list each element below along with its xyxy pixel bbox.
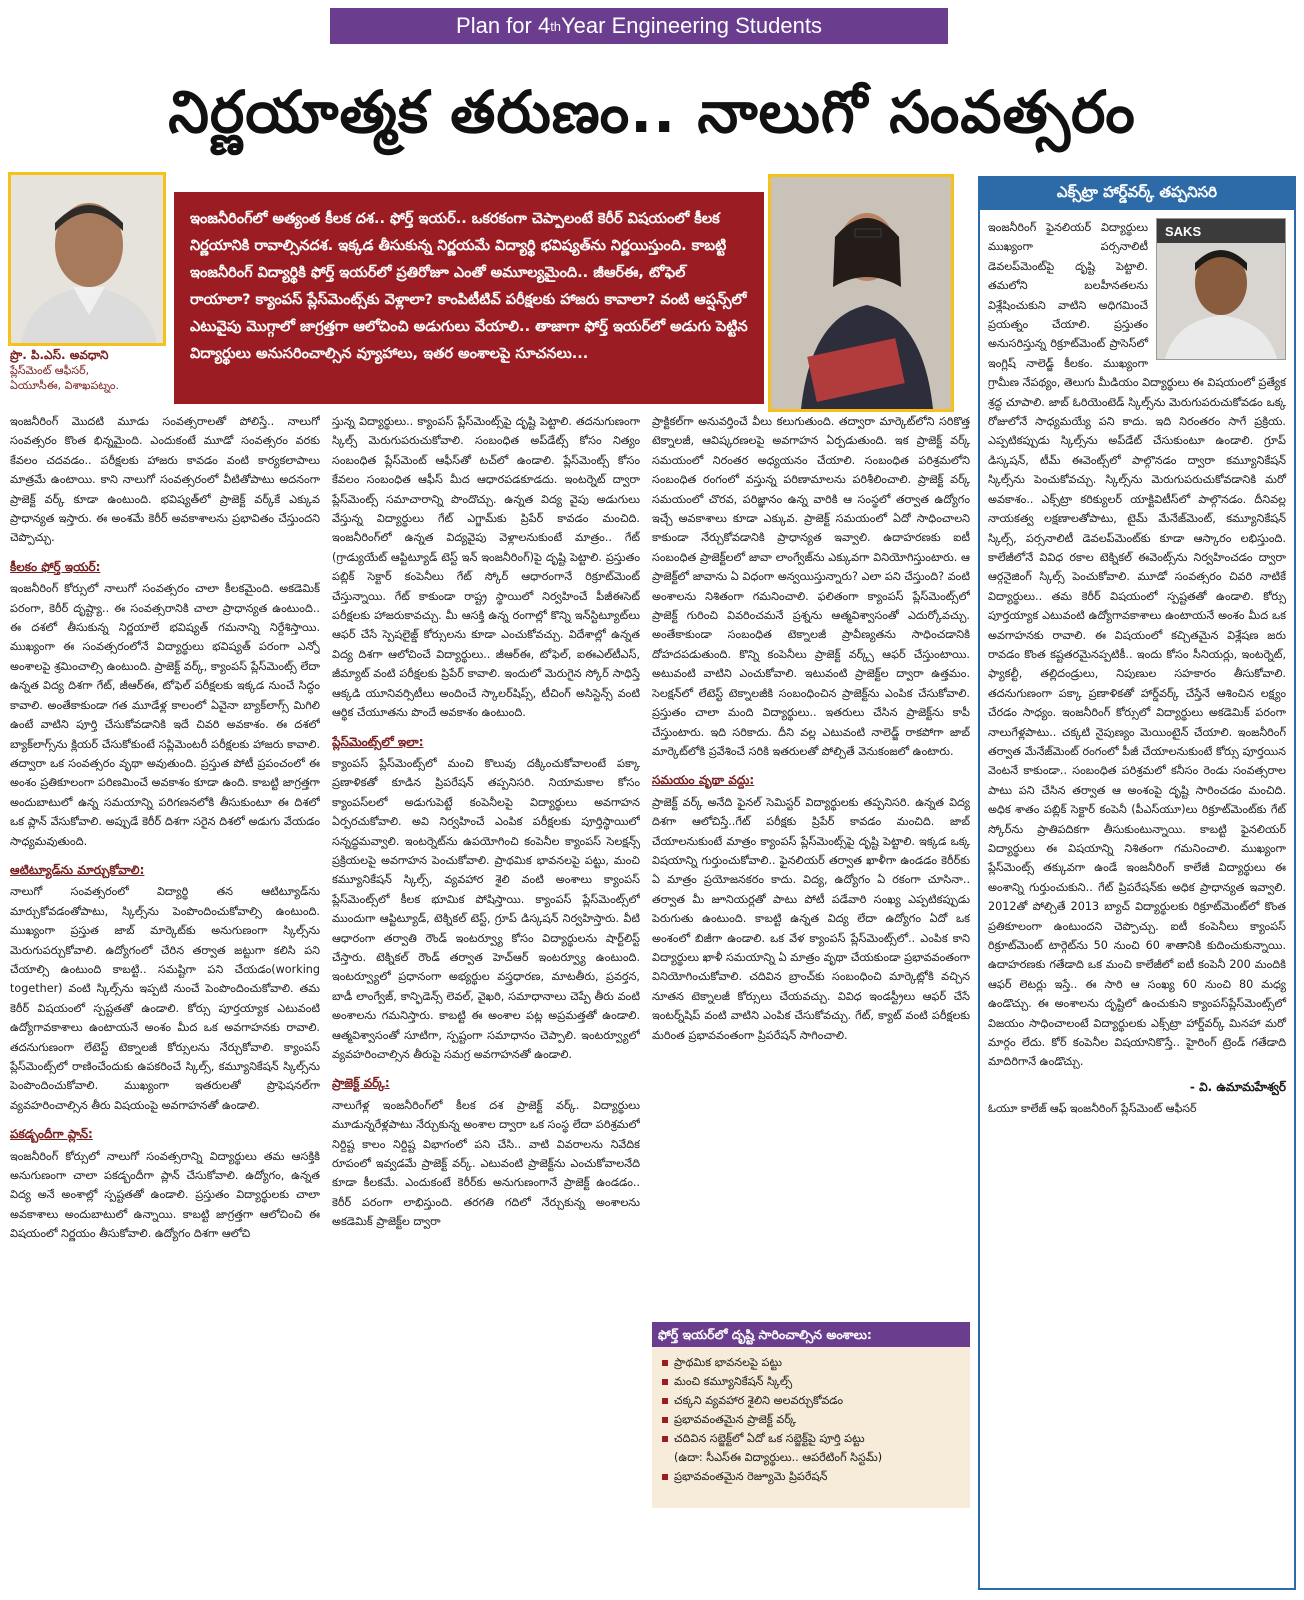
sidebar-text: ఇంజనీరింగ్ ఫైనలియర్ విద్యార్థులు ముఖ్యంగా పర్సనాలిటీ డెవలప్‌మెంట్‌పై దృష్టి పెట్టాలి. తమలోని బలహీనతలను విశ్లేషించుకుని వాటిని అధిగమించే ప్రయత్నం చేయాలి. ప్రస్తుతం అనుసరిస్తున్న రిక్రూట్‌మెంట్ ప్రాసెస్‌లో ఇంగ్లిష్ నాలెడ్జ్ కీలకం. ముఖ్యంగా గ్రామీణ నేపథ్యం, తెలుగు మీడియం విద్యార్థులు ఈ విషయంలో ప్రత్యేక శ్రద్ధ చూపాలి. జాబ్ ఓరియెంటెడ్ స్కిల్స్‌ను మెరుగుపరుచుకోవడం ఒక్క రోజులోనే సాధ్యమయ్యే పని కాదు. ఇది నిరంతరం సాగే ప్రక్రియ. ఎప్పటికప్పుడు స్కిల్స్‌ను అప్‌డేట్ చేసుకుంటూ ఉండాలి. గ్రూప్ డిస్కషన్, టీమ్ ఈవెంట్స్‌లో పాల్గొనడం ద్వారా కమ్యూనికేషన్ స్కిల్స్‌ను పెంచుకోవచ్చు. స్కిల్స్‌ను మెరుగుపరుచుకోవడానికి మరో అవకాశం.. ఎక్స్‌ట్రా కరిక్యులర్ యాక్టివిటీస్‌లో పాల్గొనడం. దీనివల్ల నాయకత్వ లక్షణాలతోపాటు, టైమ్ మేనేజ్‌మెంట్, కమ్యూనికేషన్ స్కిల్స్, పర్సనాలిటీ డెవలప్‌మెంట్‌కు కూడా ఆస్కారం లభిస్తుంది. కాలేజీలోనే వివిధ రకాల టెక్నికల్ ఈవెంట్స్‌ను నిర్వహించడం ద్వారా ఆర్గనైజింగ్ స్కిల్స్ పెంచుకోవాలి. మూడో సంవత్సరం చివరి నాటికే విద్యార్థులు.. తమ కెరీర్ విషయంలో స్పష్టతతో ఉండాలి. కోర్సు పూర్తయ్యాక ఎటువంటి ఉద్యోగావకాశాలు ఉంటాయనే అంశం మీద ఒక అవగాహనకు రావాలి. ఈ విషయంలో కచ్చితమైన విశ్లేషణ జరు రావడం కొంత కష్టతరమైనప్పటికీ.. ఇందు కోసం సీనియర్లు, ఇంటర్నెట్, ఫ్యాకల్టీ, తల్లిదండ్రులు, నిపుణుల సహకారం తీసుకోవాలి. తదనుగుణంగా పక్కా ప్రణాళికతో హార్డ్‌వర్క్ చేస్తేనే ఆశించిన లక్ష్యం చేరడం సాధ్యం. ఇంజనీరింగ్ కోర్సులో విద్యార్థులు అకడెమిక్ పరంగా నాలుగేళ్లపాటు.. చక్కటి నైపుణ్యం మెయింటైన్ చేయాలి. ఇంజనీరింగ్ తర్వాత మేనేజ్‌మెంట్ రంగంలో పీజీ చేయాలనుకుంటే కోర్సు పూర్తయిన వెంటనే కాకుండా.. సంబంధిత పరిశ్రమలో కనీసం రెండు సంవత్సరాల పాటు పని చేసిన తర్వాత ఆ అంశంపై దృష్టి సారించడం మంచిది. అధిక శాతం పబ్లిక్ సెక్టార్ కంపెనీ (పీఎస్‌యూ)లు రిక్రూట్‌మెంట్‌కు గేట్ స్కోర్‌ను ప్రాతిపదికగా తీసుకుంటున్నాయి. కాబట్టి ఫైనలియర్ విద్యార్థులు ఈ విషయాన్ని నిశితంగా గమనించాలి. ముఖ్యంగా ప్లేస్‌మెంట్స్ తక్కువగా ఉండే ఇంజనీరింగ్ కాలేజీ విద్యార్థులు ఈ అంశాన్ని గుర్తుంచుకుని.. గేట్ ప్రిపరేషన్‌కు అధిక ప్రాధాన్యత ఇవ్వాలి. 2012తో పోల్చితే 2013 బ్యాచ్ విద్యార్థులకు రిక్రూట్‌మెంట్‌లో కొంత ప్రతికూలంగా ఉంటుందని చెప్పొచ్చు. ఐటీ కంపెనీలు క్యాంపస్ రిక్రూట్‌మెంట్ టార్గెట్‌ను 50 నుంచి 60 శాతానికి కుదించుకున్నాయి. ఉదాహరణకు గతేడాది ఒక మంచి కాలేజీలో ఐటీ కంపెనీ 200 మందికి ఆఫర్ లెటర్లు ఇస్తే.. ఈ సారి ఆ సంఖ్య 60 నుంచి 80 మధ్య ఉండొచ్చు. ఈ అంశాలను దృష్టిలో ఉంచుకుని క్యాంపస్‌ప్లేస్‌మెంట్స్‌లో విజయం సాధించాలంటే విద్యార్థులకు ఎక్స్‌ట్రా హార్డ్‌వర్క్ మినహా మరో మార్గం లేదు. కోర్ కంపెనీల విషయానికొస్తే.. హైరింగ్ ట్రెండ్ గతేడాది మాదిరిగానే ఉండొచ్చు. xyxy=(988,221,1286,1069)
focus-item: ప్రాథమిక భావనలపై పట్టు xyxy=(660,1353,962,1372)
col2-para-2: క్యాంపస్ ప్లేస్‌మెంట్స్‌లో మంచి కొలువు దక్కించుకోవాలంటే పక్కా ప్రణాళికతో కూడిన ప్రిపరేషన్ తప్పనిసరి. నియామకాల కోసం క్యాంపస్‌లలో అడుగుపెట్టే కంపెనీలపై విద్యార్థులు అవగాహన ఏర్పరచుకోవాలి. అవి నిర్వహించే ఎంపిక పరీక్షలకు పూర్తిస్థాయిలో సన్నద్ధమవ్వాలి. ఇంటర్నెట్‌ను ఉపయోగించి కంపెనీల క్యాంపస్ సెలక్షన్స్ ప్రక్రియలపై అవగాహన పెంచుకోవాలి. ప్రాథమిక భావనలపై పట్టు, మంచి కమ్యూనికేషన్ స్కిల్స్, వ్యవహార శైలి వంటి అంశాలు క్యాంపస్ ప్లేస్‌మెంట్స్‌లో కీలక భూమిక పోషిస్తాయి. క్యాంపస్ ప్లేస్‌మెంట్స్‌లో ముందుగా ఆప్టిట్యూడ్, టెక్నికల్ టెస్ట్, గ్రూప్ డిస్కషన్ నిర్వహిస్తారు. వీటి ఆధారంగా తర్వాతి రౌండ్ ఇంటర్వ్యూ కోసం విద్యార్థులను షార్ట్‌లిస్ట్ చేస్తారు. టెక్నికల్ రౌండ్ తర్వాత హెచ్ఆర్ ఇంటర్వ్యూ ఉంటుంది. ఇంటర్వ్యూలో ప్రధానంగా అభ్యర్థుల వస్త్రధారణ, మాటతీరు, ప్రవర్తన, బాడీ లాంగ్వేజ్, కాన్ఫిడెన్స్ లెవల్, వైఖరి, సమాధానాలు చెప్పే తీరు వంటి అంశాలను గమనిస్తారు. కాబట్టి ఈ అంశాల పట్ల అప్రమత్తతో ఉండాలి. ఆత్మవిశ్వాసంతో సూటిగా, స్పష్టంగా సమాధానం చెప్పాలి. ఇంటర్వ్యూలో వ్యవహరించాల్సిన తీరుపై సమగ్ర అవగాహనతో ఉండాలి. xyxy=(332,756,640,1061)
col2-subhead-3: ప్రాజెక్ట్ వర్క్: xyxy=(332,1076,390,1091)
col1-para-3: నాలుగో సంవత్సరంలో విద్యార్థి తన ఆటిట్యూడ్‌ను మార్చుకోవడంతోపాటు, స్కిల్స్‌ను పెంపొందించుకోవాల్సి ఉంటుంది. ముఖ్యంగా ప్రస్తుత జాబ్ మార్కెట్‌కు అనుగుణంగా స్కిల్స్‌ను మెరుగుపర్చుకోవాలి. ఉద్యోగంలో చేరిన తర్వాత జట్టుగా కలిసి పని చేయాల్సి ఉంటుంది కాబట్టి.. సమష్టిగా పని చేయడం(working together) వంటి స్కిల్స్‌ను ఇప్పటి నుంచే పెంపొందించుకోవాలి. తమ కెరీర్ విషయంలో స్పష్టతతో ఉండాలి. కోర్సు పూర్తయ్యాక ఎటువంటి ఉద్యోగావకాశాలు ఉంటాయనే అంశం మీద ఒక అవగాహనకు రావాలి. తదనుగుణంగా లేటెస్ట్ టెక్నాలజీ కోర్సులను నేర్చుకోవాలి. క్యాంపస్ ప్లేస్‌మెంట్స్‌లో రాణించేందుకు ఉపకరించే స్కిల్స్, కమ్యూనికేషన్ స్కిల్స్‌ను పెంపొందించుకోవాలి. ముఖ్యంగా ఇతరులతో ప్రొఫెషనల్‌గా వ్యవహరించాల్సిన తీరు విషయంపై అవగాహనతో ఉండాలి. xyxy=(10,885,320,1112)
focus-item: ప్రభావవంతమైన రెజ్యూమె ప్రిపరేషన్ xyxy=(660,1467,962,1486)
intro-block: ఇంజనీరింగ్‌లో అత్యంత కీలక దశ.. ఫోర్త్ ఇయర్.. ఒకరకంగా చెప్పాలంటే కెరీర్ విషయంలో కీలక నిర్ణయానికి రావాల్సినదశ. ఇక్కడ తీసుకున్న నిర్ణయమే విద్యార్థి భవిష్యత్‌ను నిర్ణయిస్తుంది. కాబట్టి ఇంజనీరింగ్ విద్యార్థికి ఫోర్త్ ఇయర్‌లో ప్రతిరోజూ ఎంతో అమూల్యమైంది.. జీఆర్ఈ, టోఫెల్ రాయాలా? క్యాంపస్ ప్లేస్‌మెంట్స్‌కు వెళ్లాలా? కాంపిటీటివ్ పరీక్షలకు హాజరు కావాలా? వంటి ఆప్షన్స్‌లో ఎటువైపు మొగ్గాలో జాగ్రత్తగా ఆలోచించి అడుగులు వేయాలి.. తాజాగా ఫోర్త్ ఇయర్‌లో అడుగు పెట్టిన విద్యార్థులు అనుసరించాల్సిన వ్యూహాలు, ఇతర అంశాలపై సూచనలు... xyxy=(174,192,764,404)
banner-text: Plan for 4 xyxy=(456,13,551,38)
focus-item: చదివిన సబ్జెక్ట్‌లో ఏదో ఒక సబ్జెక్ట్‌పై పూర్తి పట్టు xyxy=(660,1429,962,1448)
focus-item-note: (ఉదా: సీఎస్ఈ విద్యార్థులు.. ఆపరేటింగ్ సిస్టమ్) xyxy=(674,1451,883,1464)
sidebar-photo xyxy=(1156,218,1286,360)
author-caption xyxy=(10,348,168,393)
author-role: ప్లేస్‌మెంట్ ఆఫీసర్, xyxy=(10,364,90,377)
focus-points-box xyxy=(652,1322,970,1508)
sidebar-signature: - వి. ఉమామహేశ్వర్ xyxy=(1189,1079,1286,1094)
col1-para-4: ఇంజనీరింగ్ కోర్సులో నాలుగో సంవత్సరాన్ని విద్యార్థులు తమ ఆసక్తికి అనుగుణంగా చాలా పకడ్బందీగా ప్లాన్ చేసుకోవాలి. ఉద్యోగం, ఉన్నత విద్య అనే అంశాల్లో స్పష్టతతో ఉండాలి. ప్రస్తుతం విద్యార్థులకు చాలా అవకాశాలు అందుబాటులో ఉన్నాయి. కాబట్టి జాగ్రత్తగా ఆలోచించి ఈ విషయంలో నిర్ణయం తీసుకోవాలి. ఉద్యోగం దిశగా ఆలోచి xyxy=(10,1149,320,1241)
col1-subhead-3: ఆటిట్యూడ్‌ను మార్చుకోవాలి: xyxy=(10,862,145,877)
author-org: ఏయూసీఈ, విశాఖపట్నం. xyxy=(10,379,119,392)
focus-item: మంచి కమ్యూనికేషన్ స్కిల్స్ xyxy=(660,1372,962,1391)
headline: నిర్ణయాత్మక తరుణం.. నాలుగో సంవత్సరం xyxy=(168,78,1136,146)
banner-text-rest: Year Engineering Students xyxy=(561,13,822,38)
focus-list xyxy=(660,1353,962,1486)
sidebar-portrait xyxy=(1157,219,1285,359)
col1-subhead-2: కీలకం ఫోర్త్ ఇయర్: xyxy=(10,559,101,574)
col2-para-1: స్తున్న విద్యార్థులు.. క్యాంపస్ ప్లేస్‌మెంట్స్‌పై దృష్టి పెట్టాలి. తదనుగుణంగా స్కిల్స్ మెరుగుపరుచుకోవాలి. సంబంధిత అప్‌డేట్స్ కోసం నిత్యం సంబంధిత ప్లేస్‌మెంట్ ఆఫీస్‌తో టచ్‌లో ఉండాలి. ప్లేస్‌మెంట్స్ కోసం కేవలం సంబంధిత ఆఫీస్ మీద ఆధారపడకూడదు. ఇంటర్నెట్ ద్వారా ప్లేస్‌మెంట్స్ సమాచారాన్ని పొందొచ్చు. ఉన్నత విద్య వైపు అడుగులు వేస్తున్న విద్యార్థులు గేట్ ఎగ్జామ్‌కు ప్రిపేర్ కావడం మంచిది. ఇంజనీరింగ్‌లో ఉన్నత విద్యవైపు వెళ్లాలనుకుంటే మాత్రం.. గేట్ (గ్రాడ్యుయేట్ ఆప్టిట్యూడ్ టెస్ట్ ఇన్ ఇంజనీరింగ్)పై దృష్టి పెట్టాలి. ప్రస్తుతం పబ్లిక్ సెక్టార్ కంపెనీలు గేట్ స్కోర్ ఆధారంగానే రిక్రూట్‌మెంట్ చేస్తున్నాయి. గేట్ కాకుండా రాష్ట్ర స్థాయిలో నిర్వహించే పీజీఈసెట్ పరీక్షలకు హాజరుకావచ్చు. మీ ఆసక్తి ఉన్న రంగాల్లో కొన్ని ఇన్‌స్టిట్యూట్‌లు ఆఫర్ చేసే స్పెషలైజ్డ్ కోర్సులను కూడా ఎంచుకోవచ్చు. విదేశాల్లో ఉన్నత విద్య దిశగా ఆలోచించే విద్యార్థులు.. జీఆర్ఈ, టోఫెల్, ఐఈఎల్‌టీఎస్, జీమ్యాట్ వంటి పరీక్షలకు ప్రిపేర్ కావాలి. ఇందులో మెరుగైన స్కోర్ సాధిస్తే ఆక్కడి యూనివర్సిటీలు అందించే స్కాలర్‌షిప్స్, టీచింగ్ అసిస్టెన్స్ వంటి ఆర్థిక చేయూతను పొందే అవకాశం ఉంటుంది. xyxy=(332,415,640,720)
student-portrait xyxy=(771,177,951,409)
col1-para-2: ఇంజనీరింగ్ కోర్సులో నాలుగో సంవత్సరం చాలా కీలకమైంది. అకడెమిక్ పరంగా, కెరీర్ దృష్ట్యా.. ఈ సంవత్సరానికి చాలా ప్రాధాన్యత ఉంటుంది.. ఈ దశలో తీసుకున్న నిర్ణయాలే భవిష్యత్ గమనాన్ని నిర్దేశిస్తాయి. ముఖ్యంగా ఈ సంవత్సరంలోనే విద్యార్థులు భవిష్యత్ పరంగా ఎన్నో అంశాలపై శ్రమించాల్సి ఉంటుంది. ప్రాజెక్ట్ వర్క్, క్యాంపస్ ప్లేస్‌మెంట్స్ లేదా ఉన్నత విద్య దిశగా గేట్, జీఆర్ఈ, టోఫెల్ పరీక్షలకు ఇక్కడ నుంచే సిద్ధం కావాలి. అంతేకాకుండా గత మూడేళ్ల కాలంలో ఏవైనా బ్యాక్‌లాగ్స్ మిగిలి ఉంటే వాటిని పూర్తి చేసుకోవడానికి ఇదే చివరి అవకాశం. ఈ దశలో బ్యాక్‌లాగ్స్‌ను క్లియర్ చేసుకోకుంటే సప్లిమెంటరీ పరీక్షలకు హాజరు కావాలి. తద్వారా ఒక సంవత్సరం వృథా అవుతుంది. ప్రస్తుత పోటీ ప్రపంచంలో ఈ అంశం ప్రతికూలంగా పరిణమించే అవకాశం కూడా ఉంది. కాబట్టి జాగ్రత్తగా అందుబాటులో ఉన్న సమయాన్ని పరిగణనలోకి తీసుకుంటూ ఈ దిశలో ఒక ప్లాన్ వేసుకోవాలి. అప్పుడే కెరీర్ దిశగా సరైన దిశలో అడుగు వేయడం సాధ్యమవుతుంది. xyxy=(10,582,320,848)
column-3 xyxy=(652,412,970,1314)
col2-subhead-2: ప్లేస్‌మెంట్స్‌లో ఇలా: xyxy=(332,734,424,749)
sidebar-body xyxy=(980,210,1294,1127)
col3-para-2: ప్రాజెక్ట్ వర్క్ అనేది ఫైనల్ సెమిస్టర్ విద్యార్థులకు తప్పనిసరి. ఉన్నత విద్య దిశగా ఆలోచిస్తే..గేట్ పరీక్షకు ప్రిపేర్ కావడం మంచిది. జాబ్ చేయాలనుకుంటే మాత్రం క్యాంపస్ ప్లేస్‌మెంట్స్‌పై దృష్టి పెట్టాలి. ఇక్కడ ఒక్క విషయాన్ని గుర్తుంచుకోవాలి.. ఫైనలియర్ తర్వాత ఖాళీగా ఉండడం కెరీర్‌కు ఏ మాత్రం ప్రయోజనకరం కాదు. విద్య, ఉద్యోగం ఏ రకంగా చూసినా.. తర్వాత మీ జూనియర్లతో పాటు పోటీ పడేవారి సంఖ్య ఎప్పటికప్పుడు పెరుగుతు ఉంటుంది. కాబట్టి ఉన్నత విద్య లేదా ఉద్యోగం ఏదో ఒక అంశంలో బిజీగా ఉండాలి. ఒక వేళ క్యాంపస్ ప్లేస్‌మెంట్స్‌లో.. ఎంపిక కాని విద్యార్థులు ఖాళీ సమయాన్ని ఏ మాత్రం వృథా చేయకుండా ప్రభావవంతంగా వినియోగించుకోవాలి. చదివిన బ్రాంచ్‌కు సంబంధించి మార్కెట్లోకి వచ్చిన నూతన టెక్నాలజీ కోర్సులు చేయవచ్చు. వివిధ ఇండస్ట్రీలు ఆఫర్ చేసే ఇంటర్న్‌షిప్ వంటి వాటిని ఎంపిక చేసుకోవచ్చు. గేట్, క్యాట్ వంటి పరీక్షలకు మరింత ప్రభావవంతంగా ప్రిపరేషన్ సాగించాలి. xyxy=(652,795,970,1042)
banner-sup: th xyxy=(550,18,562,34)
focus-item: చక్కని వ్యవహార శైలిని అలవర్చుకోవడం xyxy=(660,1391,962,1410)
col3-para-1: ప్రాక్టికల్‌గా అనువర్తించే వీలు కలుగుతుంది. తద్వారా మార్కెట్‌లోని సరికొత్త టెక్నాలజీ, ఆవిష్కరణలపై అవగాహన ఏర్పడుతుంది. ఇక ప్రాజెక్ట్ వర్క్ సమయంలో నిరంతర అధ్యయనం చేయాలి. సంబంధిత పరిశ్రమలోని సంబంధిత రంగంలో వస్తున్న పరిణామాలను పరిశీలించాలి. ప్రాజెక్ట్ వర్క్ సమయంలో చొరవ, పరిజ్ఞానం ఉన్న వారికి ఆ సంస్థలో తర్వాత ఉద్యోగం ఇచ్చే అవకాశాలు కూడా ఎక్కువ. ప్రాజెక్ట్ సమయంలో ఏదో సాధించాలని కాకుండా నేర్చుకోవడానికి ప్రాధాన్యత ఇవ్వాలి. ఉదాహరణకు ఐటీ సంబంధిత ప్రాజెక్ట్‌లలో జావా లాంగ్వేజ్‌ను ఎక్కువగా వినియోగిస్తుంటారు. ఆ ప్రాజెక్ట్‌లో జావాను ఏ విధంగా అన్వయిస్తున్నారు? ఎలా పని చేస్తుంది? వంటి అంశాలను నిశితంగా గమనించాలి. ఫలితంగా క్యాంపస్ ప్లేస్‌మెంట్స్‌లో ప్రాజెక్ట్ గురించి వివరించమనే ప్రశ్నను ఆత్మవిశ్వాసంతో ఎదుర్కోవచ్చు. అంతేకాకుండా సంబంధిత టెక్నాలజీ ప్రావీణ్యతను సాధించడానికి దోహదపడుతుంది. కొన్ని కంపెనీలు ప్రాజెక్ట్ వర్క్స్ ఆఫర్ చేస్తుంటాయి. అటువంటి వాటిని ఎంచుకోవాలి. ఇటువంటి ప్రాజెక్ట్‌ల ద్వారా ఉత్తమం. సెలక్షన్‌లో లేటెస్ట్ టెక్నాలజీకి సంబంధించిన ప్రాజెక్ట్‌ను ఎంపిక చేసుకోవాలి. ప్రస్తుతం చాలా మంది విద్యార్థులు.. ఇతరులు చేసిన ప్రాజెక్ట్‌ను కాపీ చేస్తుంటారు. ఇది సరికాదు. దీని వల్ల ఎటువంటి నాలెడ్జ్ రాకపోగా జాబ్ మార్కెట్‌లోకి ప్రవేశించే సరికి ఇతరులతో పోల్చితే వెనుకంజలో ఉంటారు. xyxy=(652,415,970,758)
author-photo xyxy=(8,172,166,346)
section-banner xyxy=(330,8,948,44)
col1-para-1: ఇంజనీరింగ్ మొదటి మూడు సంవత్సరాలతో పోలిస్తే.. నాలుగో సంవత్సరం కొంత భిన్నమైంది. ఎందుకంటే మూడో సంవత్సరం వరకు కేవలం చదవడం.. పరీక్షలకు హాజరు కావడం వంటి కార్యకలాపాలు మాత్రమే ఉంటాయి. కాని నాలుగో సంవత్సరంలో వీటితోపాటు అదనంగా ప్రాజెక్ట్ వర్క్ కూడా ఉంటుంది. భవిష్యత్‌లో ప్రాజెక్ట్ వర్క్‌కే ఎక్కువ ప్రాధాన్యత ఇస్తారు. ఈ అంశమే కెరీర్ అవకాశాలను ప్రభావితం చేస్తుందని చెప్పొచ్చు. xyxy=(10,415,320,545)
col3-subhead-2: సమయం వృథా వద్దు: xyxy=(652,773,755,788)
student-photo xyxy=(768,174,954,412)
sidebar-author-role: ఓయూ కాలేజ్ ఆఫ్ ఇంజనీరింగ్ ప్లేస్‌మెంట్ ఆఫీసర్ xyxy=(988,1102,1197,1116)
focus-box-title: ఫోర్త్ ఇయర్‌లో దృష్టి సారించాల్సిన అంశాలు: xyxy=(652,1322,970,1347)
col2-para-3: నాలుగేళ్ల ఇంజనీరింగ్‌లో కీలక దశ ప్రాజెక్ట్ వర్క్. విద్యార్థులు మూడున్నరేళ్లపాటు నేర్చుకున్న అంశాల ద్వారా ఒక సంస్థ లేదా పరిశ్రమలో నిర్దిష్ట కాలం నిర్దిష్ట విభాగంలో పని చేసి.. వాటి వివరాలను నివేదిక రూపంలో ఇవ్వడమే ప్రాజెక్ట్ వర్క్. ఎటువంటి ప్రాజెక్ట్‌ను ఎంచుకోవాలనేది కూడా కీలకమే. ఎందుకంటే కెరీర్‌కు అనుగుణంగానే ప్రాజెక్ట్ ఉండడం.. కెరీర్ పరంగా లాభిస్తుంది. తరగతి గదిలో నేర్చుకున్న అంశాలను అకడెమిక్ ప్రాజెక్ట్‌ల ద్వారా xyxy=(332,1098,640,1229)
author-name: ప్రొ. పి.ఎస్. అవధాని xyxy=(10,348,109,362)
sidebar-photo-text: SAKS xyxy=(1165,224,1202,239)
focus-item: ప్రభావవంతమైన ప్రాజెక్ట్ వర్క్ xyxy=(660,1410,962,1429)
sidebar xyxy=(978,176,1296,1590)
column-1 xyxy=(10,412,320,1592)
col1-subhead-4: పకడ్బందీగా ప్లాన్: xyxy=(10,1127,93,1142)
column-2 xyxy=(332,412,640,1592)
author-portrait xyxy=(11,175,163,343)
sidebar-title: ఎక్స్‌ట్రా హార్డ్‌వర్క్ తప్పనిసరి xyxy=(980,178,1294,210)
